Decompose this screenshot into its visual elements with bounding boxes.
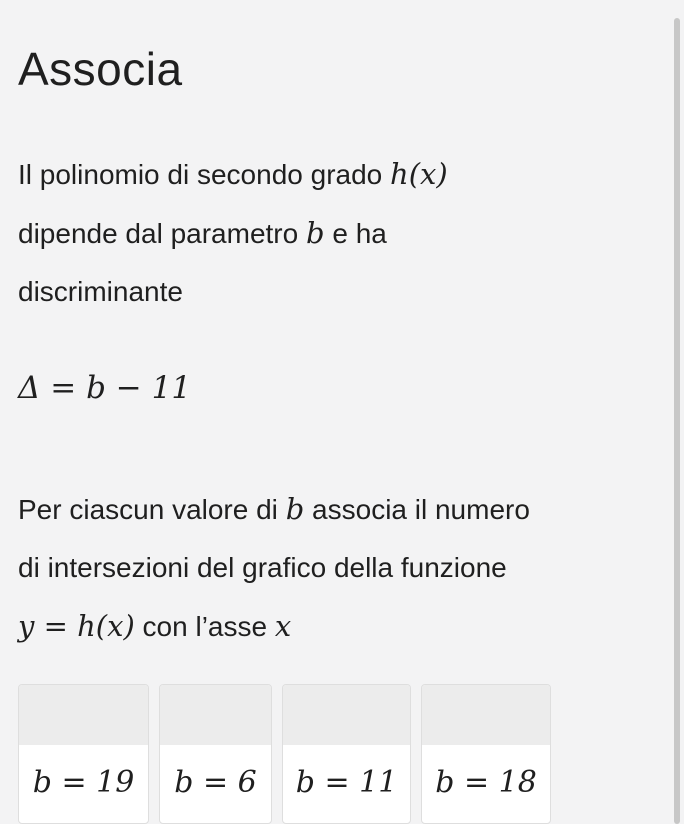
instruction-text-3: di intersezioni del grafico della funzione: [18, 552, 507, 583]
match-card[interactable]: [18, 684, 149, 824]
page-title: Associa: [18, 43, 183, 95]
intro-text-4: discriminante: [18, 276, 183, 307]
scrollbar[interactable]: [674, 18, 680, 824]
intro-text-3: e ha: [324, 218, 387, 249]
drop-zone[interactable]: [19, 685, 148, 745]
match-card[interactable]: [159, 684, 272, 824]
function-h-of-x: h(x): [390, 157, 448, 191]
card-label: b = 18: [435, 765, 537, 800]
instruction-paragraph: [18, 480, 658, 656]
drop-zone[interactable]: [283, 685, 410, 745]
card-label: b = 19: [32, 765, 135, 800]
instruction-text-4: con l’asse: [134, 611, 275, 642]
intro-text-1: Il polinomio di secondo grado: [18, 159, 391, 190]
drop-zone[interactable]: [422, 685, 550, 745]
param-b-2: b: [285, 492, 305, 526]
match-card[interactable]: [282, 684, 411, 824]
axis-x: x: [274, 609, 292, 643]
card-label: b = 6: [174, 765, 257, 800]
drop-zone[interactable]: [160, 685, 271, 745]
match-card[interactable]: [421, 684, 551, 824]
intro-text-2: dipende dal parametro: [18, 218, 306, 249]
instruction-text-1: Per ciascun valore di: [18, 494, 286, 525]
equation-y: y = h(x): [18, 609, 135, 643]
param-b: b: [305, 216, 325, 250]
match-cards: [18, 684, 551, 824]
instruction-text-2: associa il numero: [304, 494, 530, 525]
discriminant-formula: Δ = b − 11: [18, 370, 192, 406]
card-label: b = 11: [295, 765, 398, 800]
intro-paragraph: [18, 145, 658, 321]
